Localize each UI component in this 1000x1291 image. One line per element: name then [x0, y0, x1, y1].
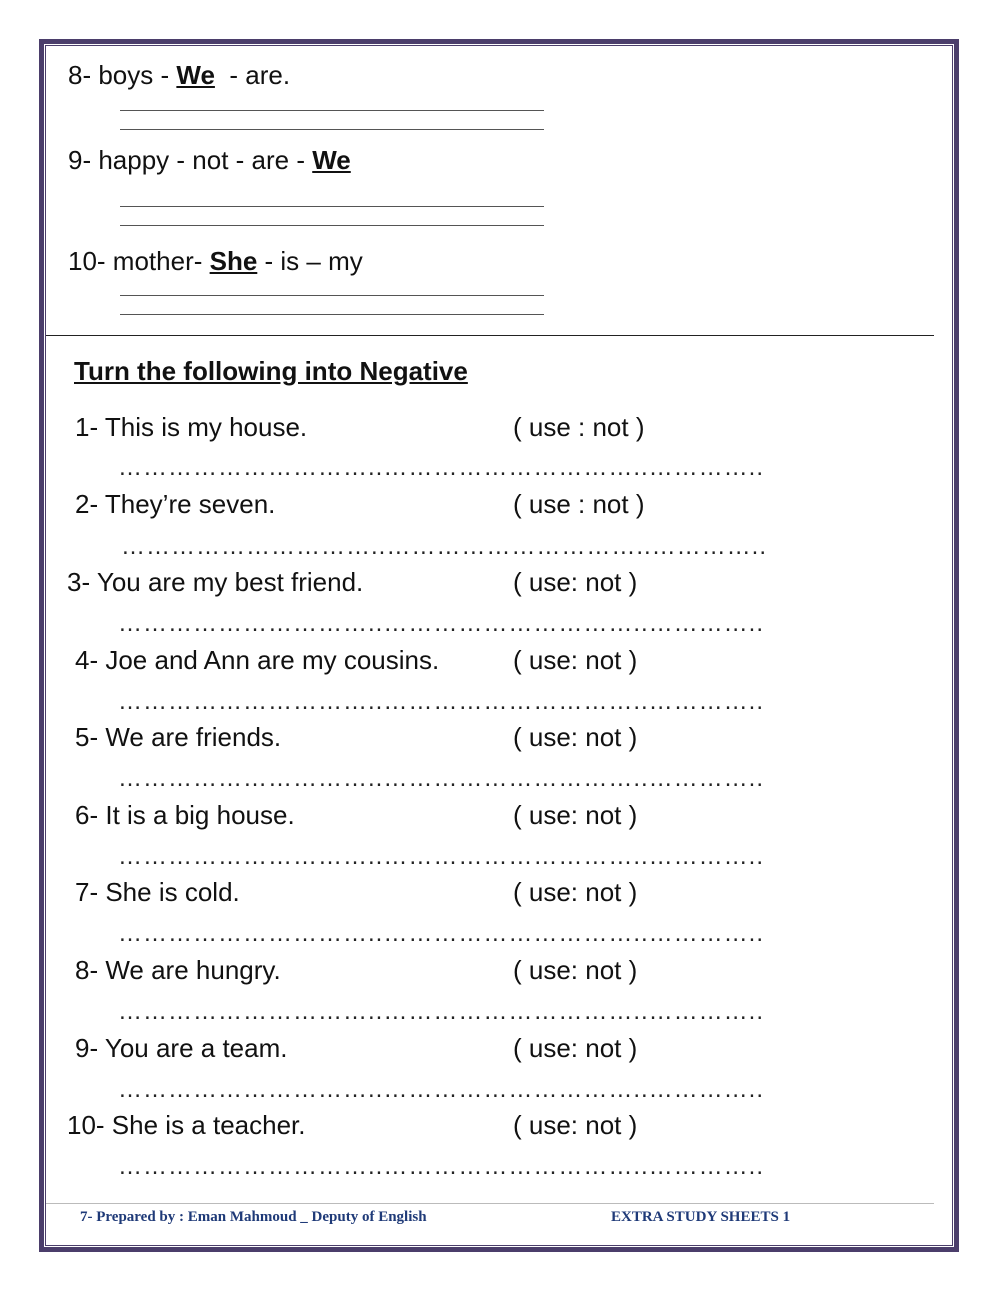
footer-credit — [80, 1209, 427, 1226]
answer-dotted-line-9[interactable]: …………………………..…………………………..………….. — [118, 1076, 765, 1103]
negative-sentence-2: 2- They’re seven. — [75, 489, 276, 519]
negative-sentence-3: 3- You are my best friend. — [67, 567, 364, 597]
negative-sentence-9: 9- You are a team. — [75, 1033, 288, 1063]
answer-dotted-line-4[interactable]: …………………………..…………………………..………….. — [118, 688, 765, 715]
answer-dotted-line-8[interactable]: …………………………..…………………………..………….. — [118, 998, 765, 1025]
negative-hint-9: ( use: not ) — [513, 1033, 638, 1063]
answer-line[interactable] — [120, 314, 544, 315]
footer-prepared-by: - Prepared by : Eman Mahmoud _ Deputy of English — [87, 1209, 427, 1225]
section-heading: Turn the following into Negative — [74, 356, 468, 386]
negative-hint-4: ( use: not ) — [513, 645, 638, 675]
order-item-9: 9- happy - not - are - We — [68, 145, 351, 175]
footer-page-number: 7 — [80, 1209, 88, 1225]
negative-sentence-7: 7- She is cold. — [75, 877, 240, 907]
negative-hint-7: ( use: not ) — [513, 877, 638, 907]
negative-hint-10: ( use: not ) — [513, 1110, 638, 1140]
negative-hint-1: ( use : not ) — [513, 412, 645, 442]
order-item-8: 8- boys - We - are. — [68, 60, 291, 90]
negative-hint-3: ( use: not ) — [513, 567, 638, 597]
negative-sentence-8: 8- We are hungry. — [75, 955, 281, 985]
answer-line[interactable] — [120, 129, 544, 130]
answer-dotted-line-10[interactable]: …………………………..…………………………..………….. — [118, 1153, 765, 1180]
negative-hint-2: ( use : not ) — [513, 489, 645, 519]
answer-dotted-line-7[interactable]: …………………………..…………………………..………….. — [118, 920, 765, 947]
order-item-10: 10- mother- She - is – my — [68, 246, 363, 276]
negative-hint-8: ( use: not ) — [513, 955, 638, 985]
answer-dotted-line-5[interactable]: …………………………..…………………………..………….. — [118, 765, 765, 792]
answer-line[interactable] — [120, 225, 544, 226]
negative-sentence-4: 4- Joe and Ann are my cousins. — [75, 645, 440, 675]
answer-dotted-line-6[interactable]: …………………………..…………………………..………….. — [118, 843, 765, 870]
footer-divider — [46, 1203, 934, 1204]
answer-dotted-line-2[interactable]: …………………………..…………………………..………….. — [121, 533, 768, 560]
negative-sentence-5: 5- We are friends. — [75, 722, 282, 752]
answer-line[interactable] — [120, 206, 544, 207]
answer-dotted-line-3[interactable]: …………………………..…………………………..………….. — [118, 610, 765, 637]
answer-line[interactable] — [120, 110, 544, 111]
negative-sentence-6: 6- It is a big house. — [75, 800, 295, 830]
footer-series-title: EXTRA STUDY SHEETS 1 — [611, 1209, 791, 1225]
answer-line[interactable] — [120, 295, 544, 296]
negative-sentence-1: 1- This is my house. — [75, 412, 308, 442]
section-divider — [46, 335, 934, 336]
answer-dotted-line-1[interactable]: …………………………..…………………………..………….. — [118, 454, 765, 481]
negative-hint-5: ( use: not ) — [513, 722, 638, 752]
negative-hint-6: ( use: not ) — [513, 800, 638, 830]
negative-sentence-10: 10- She is a teacher. — [67, 1110, 306, 1140]
